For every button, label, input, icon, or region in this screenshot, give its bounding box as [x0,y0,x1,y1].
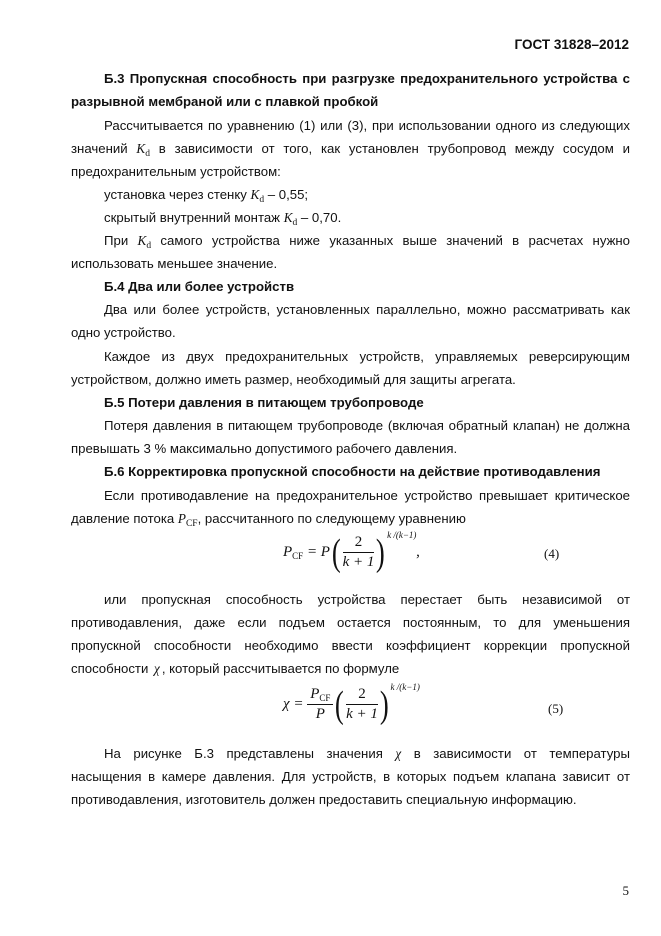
b6-paragraph1-line1: Если противодавление на предохранительное устройство превышает критическое [104,488,630,503]
b6-paragraph2-line2: противодавления, даже если подъем остается постоянным, то для уменьшения [71,615,630,630]
b4-paragraph2-line2: устройством, должно иметь размер, необходимый для защиты агрегата. [71,372,516,387]
b3-paragraph1-line1: Рассчитывается по уравнению (1) или (3), при использовании одного из следующих [104,118,630,133]
section-b4-title: Б.4 Два или более устройств [104,279,295,294]
b6-paragraph2-line1: или пропускная способность устройства перестает быть независимой от [104,592,630,607]
section-b3-title-line2: разрывной мембраной или с плавкой пробкой [71,94,379,109]
equation-4: $P_{CF} = P$( $\frac{2}{k + 1}$ ) $^{k /(k-1)}$ , [283,530,420,574]
b6-paragraph1-line2: давление потока $P_{CF}$, рассчитанного по следующему уравнению [71,511,466,529]
document-header: ГОСТ 31828–2012 [514,37,629,52]
b3-paragraph1-line3: предохранительным устройством: [71,164,281,179]
equation-5: χ = $\frac{P_{CF}}{P}$ ( $\frac{2}{k + 1}$ ) $^{k /(k-1)}$ [283,682,420,726]
b5-paragraph1-line2: превышать 3 % максимально допустимого рабочего давления. [71,441,458,456]
b3-paragraph2-line1: При $K_d$ самого устройства ниже указанных выше значений в расчетах нужно [104,233,631,251]
b4-paragraph1-line1: Два или более устройств, установленных параллельно, можно рассматривать как [104,302,630,317]
b4-paragraph2-line1: Каждое из двух предохранительных устройств, управляемых реверсирующим [104,349,630,364]
b6-paragraph3-line3: противодавления, изготовитель должен предоставить специальную информацию. [71,792,577,807]
b3-paragraph2-line2: использовать меньшее значение. [71,256,278,271]
b6-paragraph3-line1: На рисунке Б.3 представлены значения χ в зависимости от температуры [104,746,630,761]
b4-paragraph1-line2: одно устройство. [71,325,176,340]
b3-paragraph1-line2: значений $K_d$ в зависимости от того, как установлен трубопровод между сосудом и [71,141,630,159]
equation-5-number: (5) [548,701,564,716]
b6-paragraph2-line3: пропускной способности необходимо ввести коэффициент коррекции пропускной [71,638,630,653]
equation-4-number: (4) [544,546,560,561]
page-number: 5 [622,883,629,898]
b3-list-item1: установка через стенку $K_d - 0,55$; [104,187,309,205]
section-b5-title: Б.5 Потери давления в питающем трубопроводе [104,395,424,410]
b6-paragraph3-line2: насыщения в камере давления. Для устройств, в которых подъем клапана зависит от [71,769,630,784]
section-b3-title-line1: Б.3 Пропускная способность при разгрузке предохранительного устройства с [104,71,630,86]
b6-paragraph2-line4: способности χ , который рассчитывается по формуле [71,661,400,676]
b3-list-item2: скрытый внутренний монтаж $K_d - 0,70$. [104,210,342,228]
section-b6-title: Б.6 Корректировка пропускной способности на действие противодавления [104,464,601,479]
b5-paragraph1-line1: Потеря давления в питающем трубопроводе (включая обратный клапан) не должна [104,418,630,433]
